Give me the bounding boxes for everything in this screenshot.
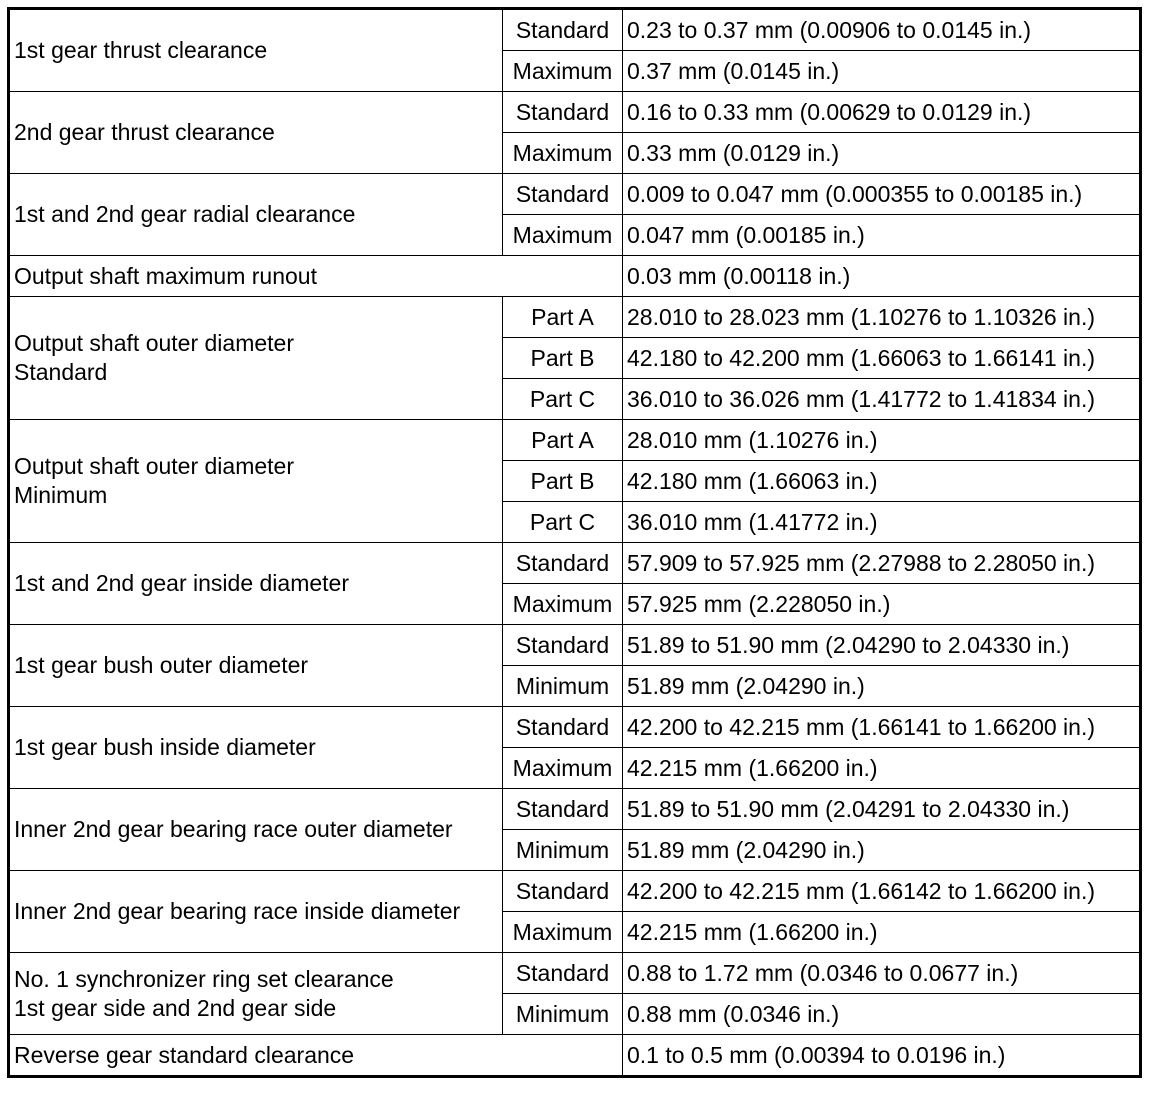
condition-cell: Part B: [503, 338, 623, 379]
value-cell: 51.89 to 51.90 mm (2.04291 to 2.04330 in.): [623, 789, 1141, 830]
value-cell: 0.88 mm (0.0346 in.): [623, 994, 1141, 1035]
table-row: [9, 625, 1141, 666]
condition-cell: Part C: [503, 379, 623, 420]
value-cell: 0.009 to 0.047 mm (0.000355 to 0.00185 in.): [623, 174, 1141, 215]
item-cell: [9, 543, 503, 625]
table-row: [9, 297, 1141, 338]
item-cell: [9, 1035, 623, 1077]
value-cell: 57.909 to 57.925 mm (2.27988 to 2.28050 in.): [623, 543, 1141, 584]
condition-cell: Maximum: [503, 748, 623, 789]
value-cell: 28.010 mm (1.10276 in.): [623, 420, 1141, 461]
condition-cell: Maximum: [503, 133, 623, 174]
value-cell: 0.047 mm (0.00185 in.): [623, 215, 1141, 256]
item-cell: [9, 953, 503, 1035]
table-row: [9, 256, 1141, 297]
table-row: [9, 1035, 1141, 1077]
condition-cell: Minimum: [503, 830, 623, 871]
value-cell: 0.33 mm (0.0129 in.): [623, 133, 1141, 174]
specification-table: [7, 7, 1142, 1078]
value-cell: 36.010 to 36.026 mm (1.41772 to 1.41834 in.): [623, 379, 1141, 420]
value-cell: 0.16 to 0.33 mm (0.00629 to 0.0129 in.): [623, 92, 1141, 133]
item-cell: [9, 174, 503, 256]
value-cell: 28.010 to 28.023 mm (1.10276 to 1.10326 in.): [623, 297, 1141, 338]
specification-table-body: [9, 9, 1141, 1077]
item-label: Output shaft outer diameter: [14, 330, 294, 356]
table-row: [9, 871, 1141, 912]
item-cell: [9, 707, 503, 789]
condition-cell: Standard: [503, 9, 623, 51]
value-cell: 36.010 mm (1.41772 in.): [623, 502, 1141, 543]
item-cell: [9, 9, 503, 92]
condition-cell: Standard: [503, 789, 623, 830]
condition-cell: Maximum: [503, 584, 623, 625]
condition-cell: Standard: [503, 871, 623, 912]
condition-cell: Part B: [503, 461, 623, 502]
table-row: [9, 543, 1141, 584]
item-label: Minimum: [14, 482, 108, 508]
condition-cell: Standard: [503, 92, 623, 133]
value-cell: 0.1 to 0.5 mm (0.00394 to 0.0196 in.): [623, 1035, 1141, 1077]
table-row: [9, 92, 1141, 133]
item-label: 1st gear bush inside diameter: [14, 734, 316, 760]
item-label: 1st and 2nd gear radial clearance: [14, 201, 356, 227]
value-cell: 42.200 to 42.215 mm (1.66142 to 1.66200 in.): [623, 871, 1141, 912]
table-row: [9, 789, 1141, 830]
condition-cell: Standard: [503, 625, 623, 666]
table-row: [9, 707, 1141, 748]
condition-cell: Maximum: [503, 912, 623, 953]
item-label: 2nd gear thrust clearance: [14, 119, 275, 145]
item-cell: [9, 92, 503, 174]
item-cell: [9, 256, 623, 297]
value-cell: 51.89 mm (2.04290 in.): [623, 830, 1141, 871]
table-row: [9, 174, 1141, 215]
condition-cell: Part A: [503, 297, 623, 338]
value-cell: 57.925 mm (2.228050 in.): [623, 584, 1141, 625]
item-label: 1st and 2nd gear inside diameter: [14, 570, 349, 596]
item-label: No. 1 synchronizer ring set clearance: [14, 965, 394, 992]
value-cell: 42.215 mm (1.66200 in.): [623, 912, 1141, 953]
condition-cell: Standard: [503, 543, 623, 584]
table-row: [9, 953, 1141, 994]
condition-cell: Maximum: [503, 51, 623, 92]
item-cell: [9, 871, 503, 953]
item-cell: [9, 625, 503, 707]
value-cell: 42.200 to 42.215 mm (1.66141 to 1.66200 in.): [623, 707, 1141, 748]
table-row: [9, 420, 1141, 461]
value-cell: 0.37 mm (0.0145 in.): [623, 51, 1141, 92]
value-cell: 42.215 mm (1.66200 in.): [623, 748, 1141, 789]
value-cell: 0.88 to 1.72 mm (0.0346 to 0.0677 in.): [623, 953, 1141, 994]
condition-cell: Standard: [503, 953, 623, 994]
value-cell: 51.89 mm (2.04290 in.): [623, 666, 1141, 707]
condition-cell: Standard: [503, 707, 623, 748]
item-label: 1st gear bush outer diameter: [14, 652, 309, 678]
condition-cell: Minimum: [503, 666, 623, 707]
value-cell: 51.89 to 51.90 mm (2.04290 to 2.04330 in.): [623, 625, 1141, 666]
item-label: Inner 2nd gear bearing race outer diameter: [14, 816, 453, 842]
condition-cell: Part A: [503, 420, 623, 461]
item-cell: [9, 297, 503, 420]
value-cell: 0.23 to 0.37 mm (0.00906 to 0.0145 in.): [623, 9, 1141, 51]
item-label: Standard: [14, 359, 108, 385]
condition-cell: Minimum: [503, 994, 623, 1035]
item-label: Output shaft outer diameter: [14, 453, 294, 479]
item-label: 1st gear thrust clearance: [14, 37, 268, 63]
table-row: [9, 9, 1141, 51]
item-label: Inner 2nd gear bearing race inside diameter: [14, 898, 461, 924]
item-label: Output shaft maximum runout: [14, 262, 317, 289]
item-label: Reverse gear standard clearance: [14, 1041, 355, 1068]
item-label: 1st gear side and 2nd gear side: [14, 994, 337, 1021]
condition-cell: Part C: [503, 502, 623, 543]
condition-cell: Maximum: [503, 215, 623, 256]
value-cell: 42.180 to 42.200 mm (1.66063 to 1.66141 in.): [623, 338, 1141, 379]
item-cell: [9, 420, 503, 543]
condition-cell: Standard: [503, 174, 623, 215]
value-cell: 42.180 mm (1.66063 in.): [623, 461, 1141, 502]
item-cell: [9, 789, 503, 871]
value-cell: 0.03 mm (0.00118 in.): [623, 256, 1141, 297]
